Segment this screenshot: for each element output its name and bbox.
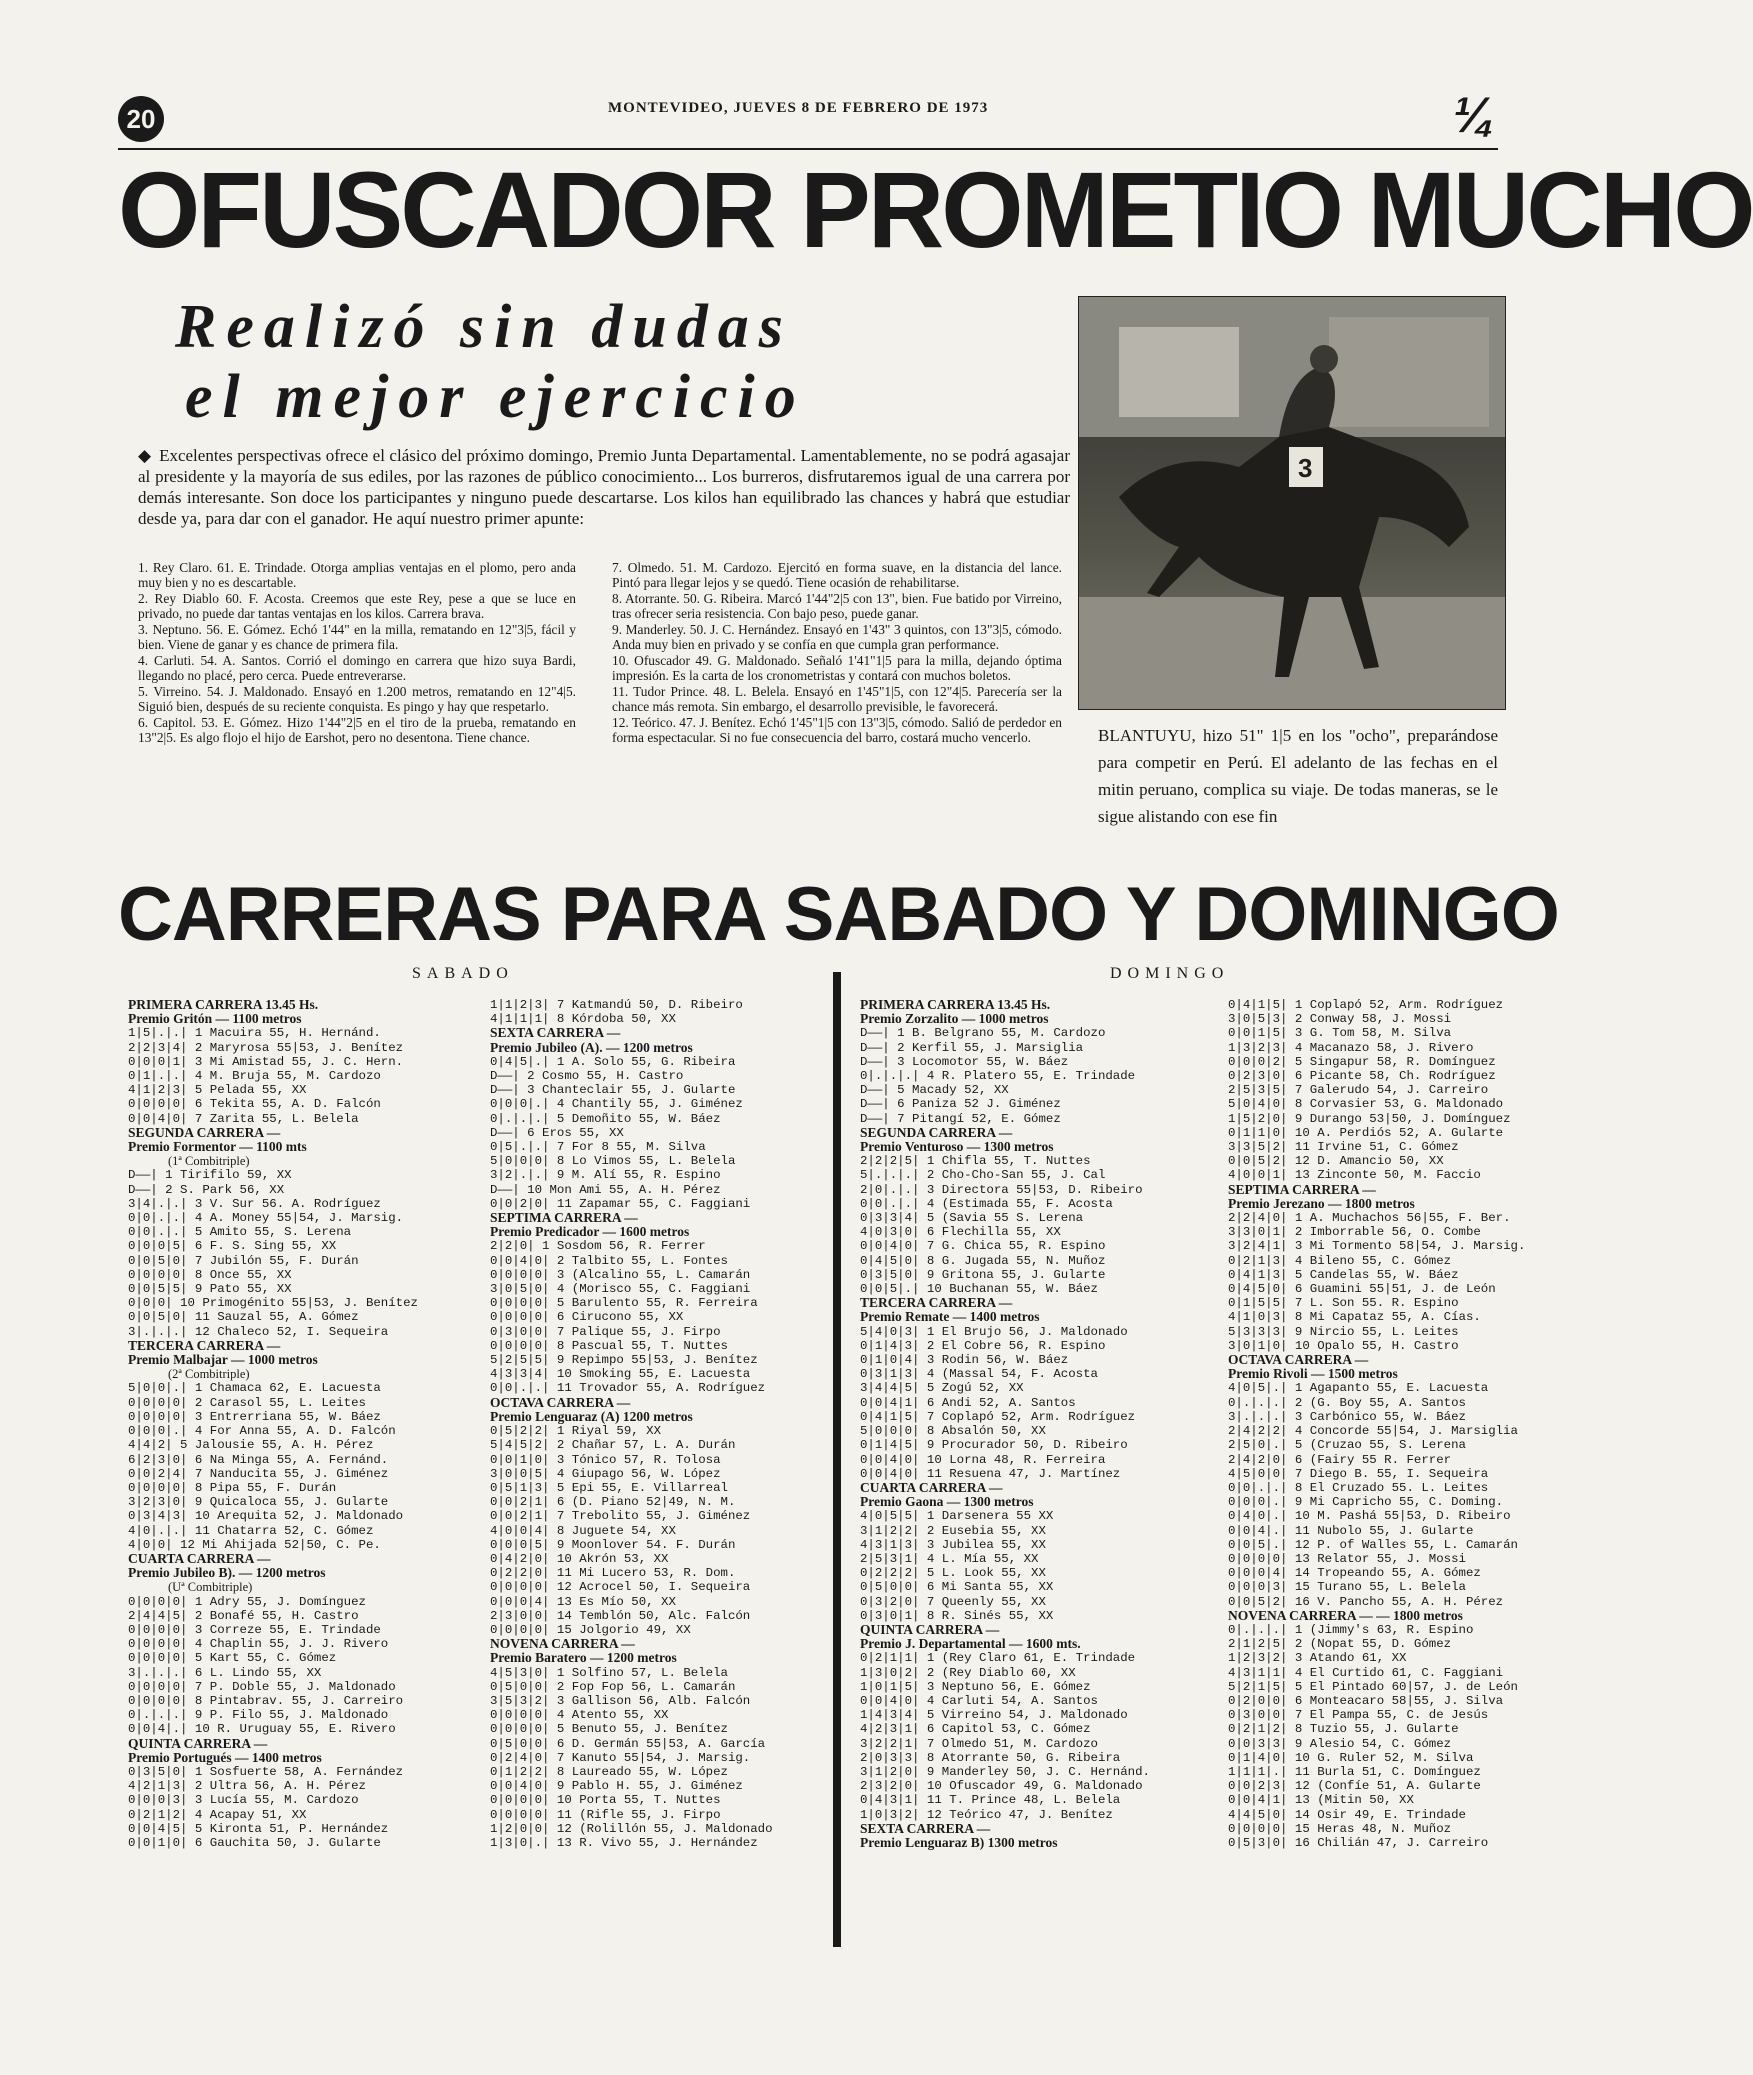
entry-row: 0|2|1|1| 1 (Rey Claro 61, E. Trindade bbox=[860, 1651, 1136, 1666]
entry-row: 3|2|4|1| 3 Mi Tormento 58|54, J. Marsig. bbox=[1228, 1239, 1526, 1254]
entry-row: 0|4|5|0| 8 G. Jugada 55, N. Muñoz bbox=[860, 1253, 1106, 1268]
entry-row: 1|3|0|.| 13 R. Vivo 55, J. Hernández bbox=[490, 1835, 758, 1850]
entry-row: 0|0|0|3| 15 Turano 55, L. Belela bbox=[1228, 1580, 1466, 1595]
entry-row: D——| 3 Locomotor 55, W. Báez bbox=[860, 1054, 1069, 1069]
entry-row: 2|1|2|5| 2 (Nopat 55, D. Gómez bbox=[1228, 1637, 1452, 1652]
entry-row: 2|2|3|4| 2 Maryrosa 55|53, J. Benítez bbox=[128, 1040, 404, 1055]
diamond-bullet-icon: ◆ bbox=[138, 446, 152, 465]
entry-row: 0|0|4|1| 13 (Mitin 50, XX bbox=[1228, 1793, 1414, 1808]
race-heading: Premio Rivoli — 1500 metros bbox=[1228, 1366, 1398, 1382]
entry-row: 2|2|4|0| 1 A. Muchachos 56|55, F. Ber. bbox=[1228, 1211, 1511, 1226]
day-label-sunday: DOMINGO bbox=[1110, 965, 1230, 982]
entry-row: D——| 2 S. Park 56, XX bbox=[128, 1182, 285, 1197]
race-heading: SEPTIMA CARRERA — bbox=[1228, 1181, 1376, 1197]
race-heading: QUINTA CARRERA — bbox=[860, 1621, 1000, 1637]
entry-row: 0|0|0|0| 4 Chaplin 55, J. J. Rivero bbox=[128, 1637, 389, 1652]
entry-row: 0|0|0|3| 3 Lucía 55, M. Cardozo bbox=[128, 1793, 359, 1808]
note-item: 5. Virreino. 54. J. Maldonado. Ensayó en 1.200 metros, rematando en 12"4|5. Siguió bien, después de su reciente conquista. Es pingo y hay que respetarlo. bbox=[138, 684, 576, 714]
entry-row: D——| 10 Mon Ami 55, A. H. Pérez bbox=[490, 1182, 721, 1197]
page-number: 20 bbox=[118, 96, 164, 142]
entry-row: 0|4|1|3| 5 Candelas 55, W. Báez bbox=[1228, 1267, 1459, 1282]
entry-row: 0|3|5|0| 1 Sosfuerte 58, A. Fernández bbox=[128, 1764, 404, 1779]
entry-row: 0|1|.|.| 4 M. Bruja 55, M. Cardozo bbox=[128, 1069, 381, 1084]
entry-row: 0|0|1|0| 6 Gauchita 50, J. Gularte bbox=[128, 1835, 381, 1850]
note-item: 9. Manderley. 50. J. C. Hernández. Ensayó en 1'43" 3 quintos, con 13"3|5, cómodo. Anda muy bien en privado y se confía en que cumpla gran performance. bbox=[612, 622, 1062, 652]
entry-row: 4|0|3|0| 6 Flechilla 55, XX bbox=[860, 1225, 1061, 1240]
entry-row: 2|4|2|0| 6 (Fairy 55 R. Ferrer bbox=[1228, 1452, 1452, 1467]
entry-row: 0|0|4|0| 9 Pablo H. 55, J. Giménez bbox=[490, 1779, 743, 1794]
race-heading: Premio Jubileo B). — 1200 metros bbox=[128, 1565, 326, 1581]
note-item: 10. Ofuscador 49. G. Maldonado. Señaló 1'41"1|5 para la milla, dejando óptima impresión. Es la carta de los cronometristas y contará con muchos boletos. bbox=[612, 653, 1062, 683]
entry-row: 1|1|1|.| 11 Burla 51, C. Domínguez bbox=[1228, 1764, 1481, 1779]
entry-row: 0|0|4|0| 10 Lorna 48, R. Ferreira bbox=[860, 1452, 1106, 1467]
notes-column-left bbox=[138, 560, 576, 746]
entry-row: 1|3|2|3| 4 Macanazo 58, J. Rivero bbox=[1228, 1040, 1474, 1055]
entry-row: 0|4|5|0| 6 Guamini 55|51, J. de León bbox=[1228, 1282, 1496, 1297]
entry-row: 0|3|2|0| 7 Queenly 55, XX bbox=[860, 1594, 1046, 1609]
race-heading: PRIMERA CARRERA 13.45 Hs. bbox=[128, 997, 319, 1012]
entry-row: 0|0|5|2| 16 V. Pancho 55, A. H. Pérez bbox=[1228, 1594, 1504, 1609]
entry-row: 3|4|.|.| 3 V. Sur 56. A. Rodríguez bbox=[128, 1196, 381, 1211]
entry-row: 0|0|0|.| 4 Chantily 55, J. Giménez bbox=[490, 1097, 743, 1112]
race-subnote: (1ª Combitriple) bbox=[168, 1154, 250, 1169]
race-heading: TERCERA CARRERA — bbox=[860, 1295, 1013, 1311]
race-heading: Premio Venturoso — 1300 metros bbox=[860, 1139, 1054, 1155]
race-heading: Premio J. Departamental — 1600 mts. bbox=[860, 1636, 1081, 1652]
race-subnote: (2ª Combitriple) bbox=[168, 1367, 250, 1382]
entry-row: 4|0|0|4| 8 Juguete 54, XX bbox=[490, 1523, 676, 1538]
note-item: 1. Rey Claro. 61. E. Trindade. Otorga amplias ventajas en el plomo, pero anda muy bien y no es descartable. bbox=[138, 560, 576, 590]
race-heading: Premio Lenguaraz (A) 1200 metros bbox=[490, 1408, 693, 1424]
race-heading: QUINTA CARRERA — bbox=[128, 1735, 268, 1751]
entry-row: 0|0|0|0| 8 Pipa 55, F. Durán bbox=[128, 1480, 337, 1495]
entry-row: 0|1|1|0| 10 A. Perdiós 52, A. Gularte bbox=[1228, 1125, 1504, 1140]
entry-row: 4|4|5|0| 14 Osir 49, E. Trindade bbox=[1228, 1807, 1466, 1822]
entry-row: 0|1|4|5| 9 Procurador 50, D. Ribeiro bbox=[860, 1438, 1128, 1453]
entry-row: 2|4|2|2| 4 Concorde 55|54, J. Marsiglia bbox=[1228, 1424, 1518, 1439]
entry-row: 0|4|1|5| 1 Coplapó 52, Arm. Rodríguez bbox=[1228, 998, 1504, 1012]
entry-row: 0|0|.|.| 5 Amito 55, S. Lerena bbox=[128, 1225, 352, 1240]
entry-row: 0|0|0|0| 4 Atento 55, XX bbox=[490, 1708, 669, 1723]
main-headline: OFUSCADOR PROMETIO MUCHO bbox=[118, 149, 1753, 270]
entry-row: 0|0|4|.| 10 R. Uruguay 55, E. Rivero bbox=[128, 1722, 396, 1737]
entry-row: 4|1|0|3| 8 Mi Capataz 55, A. Cías. bbox=[1228, 1310, 1481, 1325]
entry-row: 0|0|4|0| 11 Resuena 47, J. Martínez bbox=[860, 1466, 1121, 1481]
entry-row: 0|4|2|0| 10 Akrón 53, XX bbox=[490, 1551, 669, 1566]
race-heading: OCTAVA CARRERA — bbox=[490, 1394, 631, 1410]
entry-row: 0|2|3|0| 6 Picante 58, Ch. Rodríguez bbox=[1228, 1069, 1496, 1084]
dateline: MONTEVIDEO, JUEVES 8 DE FEBRERO DE 1973 bbox=[608, 100, 989, 116]
entry-row: 0|0|4|.| 11 Nubolo 55, J. Gularte bbox=[1228, 1523, 1474, 1538]
note-item: 8. Atorrante. 50. G. Ribeira. Marcó 1'44"2|5 con 13", bien. Fue batido por Virreino, tras ofrecer seria resistencia. Con bajo peso, puede ganar. bbox=[612, 591, 1062, 621]
entry-row: 4|1|1|1| 8 Kórdoba 50, XX bbox=[490, 1012, 676, 1027]
race-heading: Premio Jerezano — 1800 metros bbox=[1228, 1195, 1415, 1211]
entry-row: 5|0|0|0| 8 Absalón 50, XX bbox=[860, 1424, 1046, 1439]
entry-row: 4|3|1|3| 3 Jubilea 55, XX bbox=[860, 1537, 1046, 1552]
entry-row: 1|2|0|0| 12 (Rolillón 55, J. Maldonado bbox=[490, 1821, 773, 1836]
entry-row: 2|0|3|3| 8 Atorrante 50, G. Ribeira bbox=[860, 1750, 1121, 1765]
race-heading: TERCERA CARRERA — bbox=[128, 1337, 281, 1353]
entry-row: 0|0|0|0| 15 Jolgorio 49, XX bbox=[490, 1622, 691, 1637]
race-heading: Premio Predicador — 1600 metros bbox=[490, 1224, 690, 1240]
entry-row: 0|0|4|0| 7 G. Chica 55, R. Espino bbox=[860, 1239, 1106, 1254]
race-heading: OCTAVA CARRERA — bbox=[1228, 1352, 1369, 1368]
entry-row: 0|0|5|.| 12 P. of Walles 55, L. Camarán bbox=[1228, 1537, 1518, 1552]
entry-row: 0|0|.|.| 11 Trovador 55, A. Rodríguez bbox=[490, 1381, 766, 1396]
entry-row: 3|2|3|0| 9 Quicaloca 55, J. Gularte bbox=[128, 1495, 389, 1510]
entry-row: 1|5|.|.| 1 Macuira 55, H. Hernánd. bbox=[128, 1026, 381, 1041]
entry-row: 0|5|0|0| 2 Fop Fop 56, L. Camarán bbox=[490, 1679, 736, 1694]
svg-text:3: 3 bbox=[1298, 453, 1313, 483]
entry-row: 0|3|0|0| 7 El Pampa 55, C. de Jesús bbox=[1228, 1708, 1489, 1723]
race-heading: PRIMERA CARRERA 13.45 Hs. bbox=[860, 997, 1051, 1012]
entry-row: 5|4|0|3| 1 El Brujo 56, J. Maldonado bbox=[860, 1324, 1128, 1339]
entry-row: 0|0|2|1| 7 Trebolito 55, J. Giménez bbox=[490, 1509, 751, 1524]
entry-row: 0|0|4|0| 2 Talbito 55, L. Fontes bbox=[490, 1253, 728, 1268]
entry-row: 2|0|.|.| 3 Directora 55|53, D. Ribeiro bbox=[860, 1182, 1143, 1197]
entry-row: 0|4|1|5| 7 Coplapó 52, Arm. Rodríguez bbox=[860, 1409, 1136, 1424]
entry-row: 0|5|.|.| 7 For 8 55, M. Silva bbox=[490, 1140, 706, 1155]
entry-row: 0|3|0|0| 7 Palique 55, J. Firpo bbox=[490, 1324, 721, 1339]
entry-row: 3|0|0|5| 4 Giupago 56, W. López bbox=[490, 1466, 721, 1481]
entry-row: 0|0|0|.| 4 For Anna 55, A. D. Falcón bbox=[128, 1424, 396, 1439]
entry-row: 4|5|3|0| 1 Solfino 57, L. Belela bbox=[490, 1665, 728, 1680]
race-heading: Premio Jubileo (A). — 1200 metros bbox=[490, 1039, 693, 1055]
entry-row: 3|0|1|0| 10 Opalo 55, H. Castro bbox=[1228, 1338, 1459, 1353]
entry-row: 0|0|5|2| 12 D. Amancio 50, XX bbox=[1228, 1154, 1444, 1169]
entry-row: 0|0|0|0| 3 Entrerriana 55, W. Báez bbox=[128, 1409, 381, 1424]
entry-row: 0|0|.|.| 8 El Cruzado 55. L. Leites bbox=[1228, 1480, 1489, 1495]
entry-row: 3|0|5|3| 2 Conway 58, J. Mossi bbox=[1228, 1012, 1452, 1027]
entry-row: 0|0|5|.| 10 Buchanan 55, W. Báez bbox=[860, 1282, 1098, 1297]
entry-row: 4|2|1|3| 2 Ultra 56, A. H. Pérez bbox=[128, 1779, 366, 1794]
entry-row: 0|0|1|0| 3 Tónico 57, R. Tolosa bbox=[490, 1452, 721, 1467]
race-heading: CUARTA CARRERA — bbox=[128, 1550, 271, 1566]
note-item: 2. Rey Diablo 60. F. Acosta. Creemos que este Rey, pese a que se luce en privado, no puede dar tantas ventajas en los kilos. Carrera brava. bbox=[138, 591, 576, 621]
entry-row: 0|3|4|3| 10 Arequita 52, J. Maldonado bbox=[128, 1509, 404, 1524]
entry-row: 3|.|.|.| 12 Chaleco 52, I. Sequeira bbox=[128, 1324, 389, 1339]
note-item: 6. Capitol. 53. E. Gómez. Hizo 1'44"2|5 en el tiro de la prueba, rematando en 13"2|5. Es algo flojo el hijo de Earshot, pero no desentona. Tiene chance. bbox=[138, 715, 576, 745]
entry-row: 0|0|0| 10 Primogénito 55|53, J. Benítez bbox=[128, 1296, 418, 1311]
entry-row: 0|2|2|2| 5 L. Look 55, XX bbox=[860, 1566, 1046, 1581]
race-heading: SEXTA CARRERA — bbox=[860, 1820, 991, 1836]
entry-row: 4|0|5|5| 1 Darsenera 55 XX bbox=[860, 1509, 1054, 1524]
entry-row: 0|0|0|4| 14 Tropeando 55, A. Gómez bbox=[1228, 1566, 1481, 1581]
entry-row: 5|0|0|0| 8 Lo Vimos 55, L. Belela bbox=[490, 1154, 736, 1169]
entry-row: 0|1|2|2| 8 Laureado 55, W. López bbox=[490, 1764, 728, 1779]
entry-row: 6|2|3|0| 6 Na Minga 55, A. Fernánd. bbox=[128, 1452, 389, 1467]
entry-row: 4|0|0|1| 13 Zinconte 50, M. Faccio bbox=[1228, 1168, 1481, 1183]
entry-row: 0|0|0|0| 5 Barulento 55, R. Ferreira bbox=[490, 1296, 758, 1311]
entry-row: 5|2|5|5| 9 Repimpo 55|53, J. Benítez bbox=[490, 1353, 758, 1368]
horse-photo bbox=[1078, 296, 1506, 710]
subheadline-line-2: el mejor ejercicio bbox=[185, 363, 806, 431]
entry-row: 0|0|0|0| 5 Benuto 55, J. Benítez bbox=[490, 1722, 728, 1737]
entry-row: 2|3|0|0| 14 Temblón 50, Alc. Falcón bbox=[490, 1608, 751, 1623]
entry-row: 0|0|0|.| 9 Mi Capricho 55, C. Doming. bbox=[1228, 1495, 1504, 1510]
entry-row: 0|0|5|5| 9 Pato 55, XX bbox=[128, 1282, 292, 1297]
race-heading: Premio Zorzalito — 1000 metros bbox=[860, 1011, 1049, 1027]
entry-row: 0|3|3|4| 5 (Savia 55 S. Lerena bbox=[860, 1211, 1084, 1226]
notes-column-right bbox=[612, 560, 1062, 746]
entry-row: 0|0|2|1| 6 (D. Piano 52|49, N. M. bbox=[490, 1495, 736, 1510]
entry-row: 0|0|0|0| 3 (Alcalino 55, L. Camarán bbox=[490, 1267, 751, 1282]
entry-row: 3|0|5|0| 4 (Morisco 55, C. Faggiani bbox=[490, 1282, 751, 1297]
entry-row: 0|4|5|.| 1 A. Solo 55, G. Ribeira bbox=[490, 1054, 736, 1069]
note-item: 4. Carluti. 54. A. Santos. Corrió el domingo en carrera que hizo suya Bardi, llegando no placé, pero cerca. Puede entreverarse. bbox=[138, 653, 576, 683]
race-heading: Premio Malbajar — 1000 metros bbox=[128, 1352, 318, 1368]
entry-row: 4|0|5|.| 1 Agapanto 55, E. Lacuesta bbox=[1228, 1381, 1489, 1396]
saturday-races-col-1 bbox=[128, 998, 458, 1850]
entry-row: 2|5|3|5| 7 Galerudo 54, J. Carreiro bbox=[1228, 1083, 1489, 1098]
entry-row: 0|3|1|3| 4 (Massal 54, F. Acosta bbox=[860, 1367, 1098, 1382]
entry-row: 0|5|3|0| 16 Chilián 47, J. Carreiro bbox=[1228, 1835, 1489, 1850]
entry-row: D——| 3 Chanteclair 55, J. Gularte bbox=[490, 1083, 736, 1098]
entry-row: 5|0|0|.| 1 Chamaca 62, E. Lacuesta bbox=[128, 1381, 381, 1396]
race-heading: SEPTIMA CARRERA — bbox=[490, 1210, 638, 1226]
race-heading: NOVENA CARRERA — — 1800 metros bbox=[1228, 1607, 1463, 1623]
entry-row: 0|1|0|4| 3 Rodin 56, W. Báez bbox=[860, 1353, 1069, 1368]
day-label-saturday: SABADO bbox=[412, 965, 514, 982]
entry-row: 3|3|5|2| 11 Irvine 51, C. Gómez bbox=[1228, 1140, 1459, 1155]
entry-row: 0|2|1|2| 4 Acapay 51, XX bbox=[128, 1807, 307, 1822]
entry-row: 0|0|0|0| 8 Pascual 55, T. Nuttes bbox=[490, 1338, 728, 1353]
entry-row: 1|0|1|5| 3 Neptuno 56, E. Gómez bbox=[860, 1679, 1091, 1694]
entry-row: D——| 5 Macady 52, XX bbox=[860, 1083, 1009, 1098]
entry-row: 5|4|5|2| 2 Chañar 57, L. A. Durán bbox=[490, 1438, 736, 1453]
entry-row: 1|4|3|4| 5 Virreino 54, J. Maldonado bbox=[860, 1708, 1128, 1723]
entry-row: 1|2|3|2| 3 Atando 61, XX bbox=[1228, 1651, 1407, 1666]
entry-row: D——| 6 Eros 55, XX bbox=[490, 1125, 624, 1140]
entry-row: 0|0|0|0| 12 Acrocel 50, I. Sequeira bbox=[490, 1580, 751, 1595]
note-item: 7. Olmedo. 51. M. Cardozo. Ejercitó en forma suave, en la distancia del lance. Pintó para llegar lejos y se quedó. Tiene ocasión de rehabilitarse. bbox=[612, 560, 1062, 590]
entry-row: 3|1|2|2| 2 Eusebia 55, XX bbox=[860, 1523, 1046, 1538]
entry-row: 0|0|0|0| 2 Carasol 55, L. Leites bbox=[128, 1395, 366, 1410]
entry-row: 0|0|3|3| 9 Alesio 54, C. Gómez bbox=[1228, 1736, 1452, 1751]
entry-row: 4|3|3|4| 10 Smoking 55, E. Lacuesta bbox=[490, 1367, 751, 1382]
subheadline-line-1: Realizó sin dudas bbox=[175, 293, 793, 361]
note-item: 3. Neptuno. 56. E. Gómez. Echó 1'44" en la milla, rematando en 12"3|5, fácil y bien. Viene de ganar y es chance de primera fila. bbox=[138, 622, 576, 652]
entry-row: 0|0|1|5| 3 G. Tom 58, M. Silva bbox=[1228, 1026, 1452, 1041]
column-divider bbox=[833, 972, 841, 1947]
entry-row: 0|5|0|0| 6 Mi Santa 55, XX bbox=[860, 1580, 1054, 1595]
race-heading: SEGUNDA CARRERA — bbox=[860, 1124, 1013, 1140]
entry-row: 0|0|0|0| 6 Cirucono 55, XX bbox=[490, 1310, 684, 1325]
entry-row: 1|0|3|2| 12 Teórico 47, J. Benítez bbox=[860, 1807, 1113, 1822]
entry-row: 0|0|0|0| 8 Pintabrav. 55, J. Carreiro bbox=[128, 1693, 404, 1708]
entry-row: 0|2|1|3| 4 Bileno 55, C. Gómez bbox=[1228, 1253, 1452, 1268]
entry-row: 0|.|.|.| 2 (G. Boy 55, A. Santos bbox=[1228, 1395, 1466, 1410]
entry-row: D——| 7 Pitangí 52, E. Gómez bbox=[860, 1111, 1061, 1126]
entry-row: 4|4|2| 5 Jalousie 55, A. H. Pérez bbox=[128, 1438, 374, 1453]
entry-row: 0|0|4|1| 6 Andi 52, A. Santos bbox=[860, 1395, 1076, 1410]
entry-row: 0|0|2|3| 12 (Confíe 51, A. Gularte bbox=[1228, 1779, 1481, 1794]
entry-row: 3|4|4|5| 5 Zogú 52, XX bbox=[860, 1381, 1024, 1396]
entry-row: D——| 2 Cosmo 55, H. Castro bbox=[490, 1069, 684, 1084]
article-intro bbox=[138, 445, 1070, 529]
entry-row: 0|.|.|.| 5 Demoñito 55, W. Báez bbox=[490, 1111, 721, 1126]
entry-row: 4|0|0| 12 Mi Ahijada 52|50, C. Pe. bbox=[128, 1537, 381, 1552]
entry-row: 2|5|3|1| 4 L. Mía 55, XX bbox=[860, 1551, 1039, 1566]
race-heading: CUARTA CARRERA — bbox=[860, 1479, 1003, 1495]
note-item: 12. Teórico. 47. J. Benítez. Echó 1'45"1|5 con 13"3|5, cómodo. Salió de perdedor en forma espectacular. Si no fue consecuencia del barro, costará mucho vencerlo. bbox=[612, 715, 1062, 745]
entry-row: 0|0|0|0| 6 Tekita 55, A. D. Falcón bbox=[128, 1097, 381, 1112]
entry-row: 0|1|5|5| 7 L. Son 55. R. Espino bbox=[1228, 1296, 1459, 1311]
entry-row: 2|4|4|5| 2 Bonafé 55, H. Castro bbox=[128, 1608, 359, 1623]
entry-row: 3|2|2|1| 7 Olmedo 51, M. Cardozo bbox=[860, 1736, 1098, 1751]
entry-row: 0|0|0|0| 7 P. Doble 55, J. Maldonado bbox=[128, 1679, 396, 1694]
race-heading: SEXTA CARRERA — bbox=[490, 1025, 621, 1041]
entry-row: 2|5|0|.| 5 (Cruzao 55, S. Lerena bbox=[1228, 1438, 1466, 1453]
entry-row: 2|2|0| 1 Sosdom 56, R. Ferrer bbox=[490, 1239, 706, 1254]
entry-row: 0|0|0|0| 3 Correze 55, E. Trindade bbox=[128, 1622, 381, 1637]
entry-row: 3|.|.|.| 3 Carbónico 55, W. Báez bbox=[1228, 1409, 1466, 1424]
entry-row: 3|1|2|0| 9 Manderley 50, J. C. Hernánd. bbox=[860, 1764, 1150, 1779]
entry-row: 0|.|.|.| 1 (Jimmy's 63, R. Espino bbox=[1228, 1622, 1474, 1637]
entry-row: 0|0|.|.| 4 A. Money 55|54, J. Marsig. bbox=[128, 1211, 404, 1226]
entry-row: 0|2|1|2| 8 Tuzio 55, J. Gularte bbox=[1228, 1722, 1459, 1737]
entry-row: 4|2|3|1| 6 Capitol 53, C. Gómez bbox=[860, 1722, 1091, 1737]
entry-row: 0|0|0|0| 5 Kart 55, C. Gómez bbox=[128, 1651, 337, 1666]
entry-row: 0|4|0|.| 10 M. Pashá 55|53, D. Ribeiro bbox=[1228, 1509, 1511, 1524]
entry-row: 1|3|0|2| 2 (Rey Diablo 60, XX bbox=[860, 1665, 1076, 1680]
entry-row: 0|2|2|0| 11 Mi Lucero 53, R. Dom. bbox=[490, 1566, 736, 1581]
entry-row: 0|0|0|0| 15 Heras 48, N. Muñoz bbox=[1228, 1821, 1452, 1836]
entry-row: D——| 6 Paniza 52 J. Giménez bbox=[860, 1097, 1061, 1112]
entry-row: 0|4|3|1| 11 T. Prince 48, L. Belela bbox=[860, 1793, 1121, 1808]
entry-row: 0|0|0|0| 8 Once 55, XX bbox=[128, 1267, 292, 1282]
entry-row: 3|5|3|2| 3 Gallison 56, Alb. Falcón bbox=[490, 1693, 751, 1708]
entry-row: 0|0|0|0| 11 (Rifle 55, J. Firpo bbox=[490, 1807, 721, 1822]
entry-row: 0|0|4|5| 5 Kironta 51, P. Hernández bbox=[128, 1821, 389, 1836]
entry-row: 0|5|2|2| 1 Riyal 59, XX bbox=[490, 1424, 662, 1439]
entry-row: D——| 1 Tirifilo 59, XX bbox=[128, 1168, 292, 1183]
entry-row: 4|1|2|3| 5 Pelada 55, XX bbox=[128, 1083, 307, 1098]
sunday-races-col-2 bbox=[1228, 998, 1558, 1850]
entry-row: 5|2|1|5| 5 El Pintado 60|57, J. de León bbox=[1228, 1679, 1518, 1694]
race-heading: Premio Baratero — 1200 metros bbox=[490, 1650, 677, 1666]
entry-row: 5|0|4|0| 8 Corvasier 53, G. Maldonado bbox=[1228, 1097, 1504, 1112]
entry-row: 0|.|.|.| 4 R. Platero 55, E. Trindade bbox=[860, 1069, 1136, 1084]
note-item: 11. Tudor Prince. 48. L. Belela. Ensayó en 1'45"1|5, con 12"4|5. Parecería ser la chance más remota. Sin embargo, el desarrollo previsible, le favorecerá. bbox=[612, 684, 1062, 714]
entry-row: 1|1|2|3| 7 Katmandú 50, D. Ribeiro bbox=[490, 998, 743, 1012]
entry-row: 4|5|0|0| 7 Diego B. 55, I. Sequeira bbox=[1228, 1466, 1489, 1481]
section-title: CARRERAS PARA SABADO Y DOMINGO bbox=[118, 872, 1559, 957]
entry-row: 0|0|0|5| 6 F. S. Sing 55, XX bbox=[128, 1239, 337, 1254]
masthead-logo: ¼ bbox=[1453, 87, 1495, 143]
entry-row: 0|5|0|0| 6 D. Germán 55|53, A. García bbox=[490, 1736, 766, 1751]
race-heading: Premio Lenguaraz B) 1300 metros bbox=[860, 1834, 1058, 1850]
entry-row: 0|3|0|1| 8 R. Sinés 55, XX bbox=[860, 1608, 1054, 1623]
entry-row: 0|0|5|0| 11 Sauzal 55, A. Gómez bbox=[128, 1310, 359, 1325]
entry-row: 0|0|2|4| 7 Nanducita 55, J. Giménez bbox=[128, 1466, 389, 1481]
entry-row: 0|0|0|0| 10 Porta 55, T. Nuttes bbox=[490, 1793, 721, 1808]
entry-row: 0|0|0|0| 13 Relator 55, J. Mossi bbox=[1228, 1551, 1466, 1566]
entry-row: D——| 2 Kerfil 55, J. Marsiglia bbox=[860, 1040, 1084, 1055]
entry-row: 0|3|5|0| 9 Gritona 55, J. Gularte bbox=[860, 1267, 1106, 1282]
race-subnote: (Uª Combitriple) bbox=[168, 1580, 253, 1595]
horse-rider-image bbox=[1079, 297, 1505, 709]
entry-row: 0|0|4|0| 7 Zarita 55, L. Belela bbox=[128, 1111, 359, 1126]
entry-row: 5|.|.|.| 2 Cho-Cho-San 55, J. Cal bbox=[860, 1168, 1106, 1183]
entry-row: 4|3|1|1| 4 El Curtido 61, C. Faggiani bbox=[1228, 1665, 1504, 1680]
entry-row: 0|0|0|2| 5 Singapur 58, R. Domínguez bbox=[1228, 1054, 1496, 1069]
race-heading: Premio Portugués — 1400 metros bbox=[128, 1749, 322, 1765]
entry-row: 0|0|5|0| 7 Jubilón 55, F. Durán bbox=[128, 1253, 359, 1268]
entry-row: 3|2|.|.| 9 M. Alí 55, R. Espino bbox=[490, 1168, 721, 1183]
entry-row: 0|0|2|0| 11 Zapamar 55, C. Faggiani bbox=[490, 1196, 751, 1211]
entry-row: 0|0|0|4| 13 Es Mío 50, XX bbox=[490, 1594, 676, 1609]
entry-row: 2|2|2|5| 1 Chifla 55, T. Nuttes bbox=[860, 1154, 1091, 1169]
entry-row: 0|0|.|.| 4 (Estimada 55, F. Acosta bbox=[860, 1196, 1113, 1211]
page-header bbox=[118, 87, 1498, 150]
intro-text: Excelentes perspectivas ofrece el clásico del próximo domingo, Premio Junta Departamental. Lamentablemente, no se podrá agasajar al presidente y la mayoría de sus ediles, por las razones de público conocimiento... Los burreros, disfrutaremos igual de una carrera por demás interesante. Son doce los participantes y ninguno puede descartarse. Los kilos han equilibrado las chances y habrá que estudiar desde ya, para dar con el ganador. He aquí nuestro primer apunte: bbox=[138, 446, 1070, 528]
entry-row: 2|3|2|0| 10 Ofuscador 49, G. Maldonado bbox=[860, 1779, 1143, 1794]
saturday-races-col-2 bbox=[490, 998, 820, 1850]
entry-row: D——| 1 B. Belgrano 55, M. Cardozo bbox=[860, 1026, 1106, 1041]
race-heading: NOVENA CARRERA — bbox=[490, 1636, 635, 1652]
entry-row: 0|0|0|0| 1 Adry 55, J. Domínguez bbox=[128, 1594, 366, 1609]
race-heading: Premio Remate — 1400 metros bbox=[860, 1309, 1040, 1325]
sunday-races-col-1 bbox=[860, 998, 1190, 1850]
entry-row: 0|2|0|0| 6 Monteacaro 58|55, J. Silva bbox=[1228, 1693, 1504, 1708]
entry-row: 0|2|4|0| 7 Kanuto 55|54, J. Marsig. bbox=[490, 1750, 751, 1765]
entry-row: 0|.|.|.| 9 P. Filo 55, J. Maldonado bbox=[128, 1708, 389, 1723]
entry-row: 3|3|0|1| 2 Imborrable 56, O. Combe bbox=[1228, 1225, 1481, 1240]
entry-row: 3|.|.|.| 6 L. Lindo 55, XX bbox=[128, 1665, 322, 1680]
entry-row: 0|0|4|0| 4 Carluti 54, A. Santos bbox=[860, 1693, 1098, 1708]
entry-row: 1|5|2|0| 9 Durango 53|50, J. Domínguez bbox=[1228, 1111, 1511, 1126]
entry-row: 0|1|4|3| 2 El Cobre 56, R. Espino bbox=[860, 1338, 1106, 1353]
entry-row: 0|1|4|0| 10 G. Ruler 52, M. Silva bbox=[1228, 1750, 1474, 1765]
race-heading: SEGUNDA CARRERA — bbox=[128, 1124, 281, 1140]
entry-row: 0|5|1|3| 5 Epi 55, E. Villarreal bbox=[490, 1480, 728, 1495]
race-heading: Premio Gaona — 1300 metros bbox=[860, 1494, 1034, 1510]
photo-caption: BLANTUYU, hizo 51" 1|5 en los "ocho", preparándose para competir en Perú. El adelanto de las fechas en el mitin peruano, complica su viaje. De todas maneras, se le sigue alistando con ese fin bbox=[1098, 726, 1498, 826]
race-heading: Premio Formentor — 1100 mts bbox=[128, 1139, 307, 1155]
race-heading: Premio Gritón — 1100 metros bbox=[128, 1011, 302, 1027]
entry-row: 4|0|.|.| 11 Chatarra 52, C. Gómez bbox=[128, 1523, 374, 1538]
entry-row: 5|3|3|3| 9 Nircio 55, L. Leites bbox=[1228, 1324, 1459, 1339]
entry-row: 0|0|0|1| 3 Mi Amistad 55, J. C. Hern. bbox=[128, 1054, 404, 1069]
entry-row: 0|0|0|5| 9 Moonlover 54. F. Durán bbox=[490, 1537, 736, 1552]
